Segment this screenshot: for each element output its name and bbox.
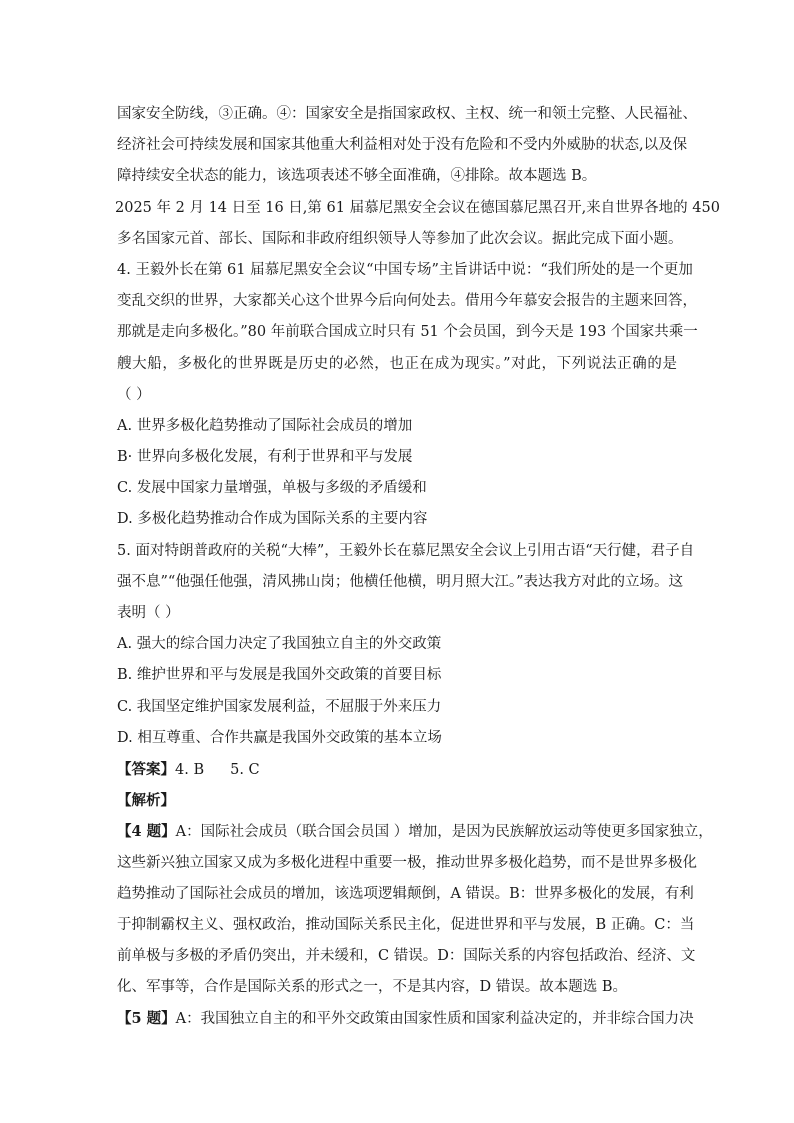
- option-d: D. 多极化趋势推动合作成为国际关系的主要内容: [117, 511, 428, 528]
- question-stem-line: 变乱交织的世界，大家都关心这个世界今后向何处去。借用今年慕安会报告的主题来回答，: [117, 293, 697, 310]
- analysis-line: 于抑制霸权主义、强权政治，推动国际关系民主化，促进世界和平与发展，B 正确。C：当: [117, 916, 695, 933]
- question-stem-line: 强不息”“他强任他强，清风拂山岗；他横任他横，明月照大江。”表达我方对此的立场。这: [117, 573, 683, 590]
- analysis-line: 这些新兴独立国家又成为多极化进程中重要一极，推动世界多极化趋势，而不是世界多极化: [117, 854, 697, 871]
- analysis-line: [117, 1003, 694, 1034]
- document-body: [115, 99, 720, 1035]
- analysis-text: A：我国独立自主的和平外交政策由国家性质和国家利益决定的，并非综合国力决: [175, 1011, 694, 1028]
- answer-label: 【答案】: [117, 760, 175, 778]
- analysis-line: 化、军事等，合作是国际关系的形式之一，不是其内容，D 错误。故本题选 B。: [117, 979, 627, 996]
- material-paragraph: [115, 193, 720, 255]
- option-a: A. 世界多极化趋势推动了国际社会成员的增加: [117, 417, 413, 434]
- option-a: A. 强大的综合国力决定了我国独立自主的外交政策: [117, 636, 442, 653]
- answer-5: 5. C: [230, 761, 260, 778]
- analysis-question-5: [117, 1003, 694, 1034]
- answer-4: 4. B: [175, 761, 205, 778]
- text-line: 国家安全防线，③正确。④：国家安全是指国家政权、主权、统一和领土完整、人民福祉、: [117, 106, 697, 122]
- analysis-line: 前单极与多极的矛盾仍突出，并未缓和，C 错误。D：国际关系的内容包括政治、经济、文: [117, 948, 696, 965]
- option-b: B· 世界向多极化发展，有利于世界和平与发展: [117, 449, 413, 466]
- text-line: 障持续安全状态的能力，该选项表述不够全面准确，④排除。故本题选 B。: [117, 168, 597, 185]
- analysis-text: A：国际社会成员（联合国会员国 ）增加，是因为民族解放运动等使更多国家独立，: [175, 824, 713, 841]
- analysis-label: 【解析】: [117, 792, 175, 810]
- option-c: C. 发展中国家力量增强，单极与多级的矛盾缓和: [117, 480, 427, 497]
- analysis-5-label: 【5 题】: [117, 1010, 176, 1028]
- question-stem-line: 那就是走向多极化。”80 年前联合国成立时只有 51 个会员国，到今天是 193 个国家共乘一: [117, 324, 698, 341]
- question-stem-line: 5. 面对特朗普政府的关税“大棒”，王毅外长在慕尼黑安全会议上引用古语“天行健，君子自: [117, 542, 695, 559]
- text-line: 2025 年 2 月 14 日至 16 日,第 61 届慕尼黑安全会议在德国慕尼黑召开,来自世界各地的 450: [115, 199, 720, 216]
- analysis-line: [117, 816, 713, 847]
- option-d: D. 相互尊重、合作共赢是我国外交政策的基本立场: [117, 729, 442, 746]
- question-stem-line: 表明（ ）: [117, 605, 180, 621]
- analysis-heading: [117, 785, 677, 816]
- previous-analysis-tail: [117, 99, 697, 193]
- question-4: [117, 255, 698, 536]
- question-stem-line: 4. 王毅外长在第 61 届慕尼黑安全会议“中国专场”主旨讲话中说：“我们所处的是一个更加: [117, 261, 693, 278]
- analysis-line: 趋势推动了国际社会成员的增加，该选项逻辑颠倒，A 错误。B：世界多极化的发展，有利: [117, 885, 694, 902]
- question-stem-line: 艘大船，多极化的世界既是历史的必然，也正在成为现实。”对此，下列说法正确的是: [117, 355, 677, 372]
- text-line: 经济社会可持续发展和国家其他重大利益相对处于没有危险和不受内外威胁的状态,以及保: [117, 137, 688, 154]
- option-c: C. 我国坚定维护国家发展利益，不屈服于外来压力: [117, 698, 442, 715]
- analysis-4-label: 【4 题】: [117, 823, 176, 841]
- question-stem-line: （ ）: [117, 386, 151, 403]
- analysis-question-4: [117, 816, 713, 1003]
- answer-line: [117, 754, 677, 785]
- option-b: B. 维护世界和平与发展是我国外交政策的首要目标: [117, 667, 442, 684]
- question-5: [117, 536, 695, 754]
- text-line: 多名国家元首、部长、国际和非政府组织领导人等参加了此次会议。据此完成下面小题。: [117, 230, 683, 247]
